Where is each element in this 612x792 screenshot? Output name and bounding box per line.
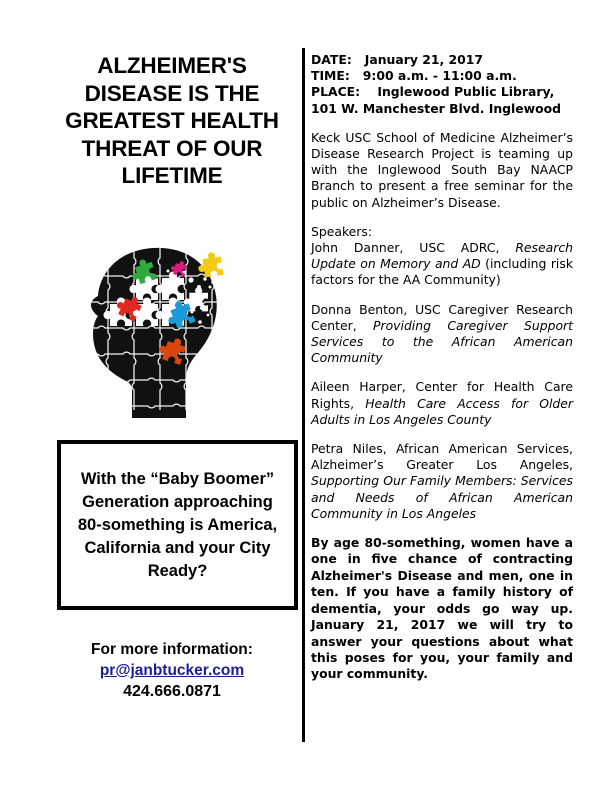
- closing-block: [311, 535, 573, 683]
- speakers-label: Speakers:: [311, 223, 373, 239]
- event-place-label: PLACE:: [311, 84, 361, 100]
- speaker-name-affiliation: Petra Niles, African American Services, Alzheimer’s Greater Los Angeles,: [311, 441, 573, 473]
- speaker-talk-title: Supporting Our Family Members: Services and Needs of African American Community in Los Angeles: [311, 473, 573, 521]
- event-place-value-line2: 101 W. Manchester Blvd. Inglewood: [311, 100, 562, 116]
- event-date-value: January 21, 2017: [364, 52, 483, 67]
- speaker-entry: [311, 441, 573, 522]
- page-title: ALZHEIMER'S DISEASE IS THE GREATEST HEALTH THREAT OF OUR LIFETIME: [65, 53, 279, 188]
- puzzle-head-svg: [72, 240, 272, 420]
- right-column: [311, 52, 573, 683]
- column-divider: [302, 48, 305, 742]
- puzzle-head-graphic: [46, 240, 298, 422]
- event-time-line: [311, 68, 573, 84]
- speaker-entry: [311, 379, 573, 428]
- contact-lead-label: For more information:: [91, 641, 253, 658]
- event-date-line: [311, 52, 573, 68]
- speaker-talk-title: Providing Caregiver Support Services to the African American Community: [311, 317, 573, 366]
- event-place-value: Inglewood Public Library,: [377, 84, 555, 100]
- speaker-talk-title: Health Care Access for Older Adults in Los Angeles County: [311, 395, 573, 427]
- contact-phone: 424.666.0871: [123, 683, 221, 700]
- event-time-label: TIME:: [311, 68, 350, 84]
- speakers-block: [311, 224, 573, 522]
- speaker-entry: [311, 302, 573, 367]
- event-date-label: DATE:: [311, 52, 352, 67]
- speaker-entry: [311, 240, 573, 289]
- speaker-talk-title: Research Update on Memory and AD: [311, 240, 573, 272]
- intro-paragraph: Keck USC School of Medicine Alzheimer’s Disease Research Project is teaming up with the Inglewood South Bay NAACP Branch to present a free seminar for the public on Alzheimer’s Disease.: [311, 129, 573, 210]
- speaker-name-affiliation: Aileen Harper, Center for Health Care Rights,: [311, 379, 573, 411]
- speaker-name-affiliation: John Danner, USC ADRC,: [311, 240, 516, 256]
- event-place-line: [311, 84, 573, 100]
- speaker-talk-trailing: (including risk factors for the AA Community): [311, 256, 573, 288]
- baby-boomer-callout-box: [57, 440, 298, 610]
- left-column: [46, 52, 298, 190]
- closing-paragraph: By age 80-something, women have a one in five chance of contracting Alzheimer's Disease and men, one in ten. If you have a family history of dementia, your odds go way up. January 21, 2017 we will try to answer your questions about what this poses for you, your family and your community.: [311, 535, 573, 682]
- event-time-value: 9:00 a.m. - 11:00 a.m.: [362, 68, 517, 84]
- event-details-block: [311, 52, 573, 117]
- intro-block: [311, 130, 573, 211]
- event-place-line2: [311, 101, 573, 117]
- callout-text: With the “Baby Boomer” Generation approaching 80-something is America, California and your City Ready?: [77, 469, 278, 580]
- contact-block: [46, 639, 298, 703]
- contact-email-link[interactable]: pr@janbtucker.com: [99, 662, 245, 679]
- speaker-name-affiliation: Donna Benton, USC Caregiver Research Center,: [311, 301, 573, 333]
